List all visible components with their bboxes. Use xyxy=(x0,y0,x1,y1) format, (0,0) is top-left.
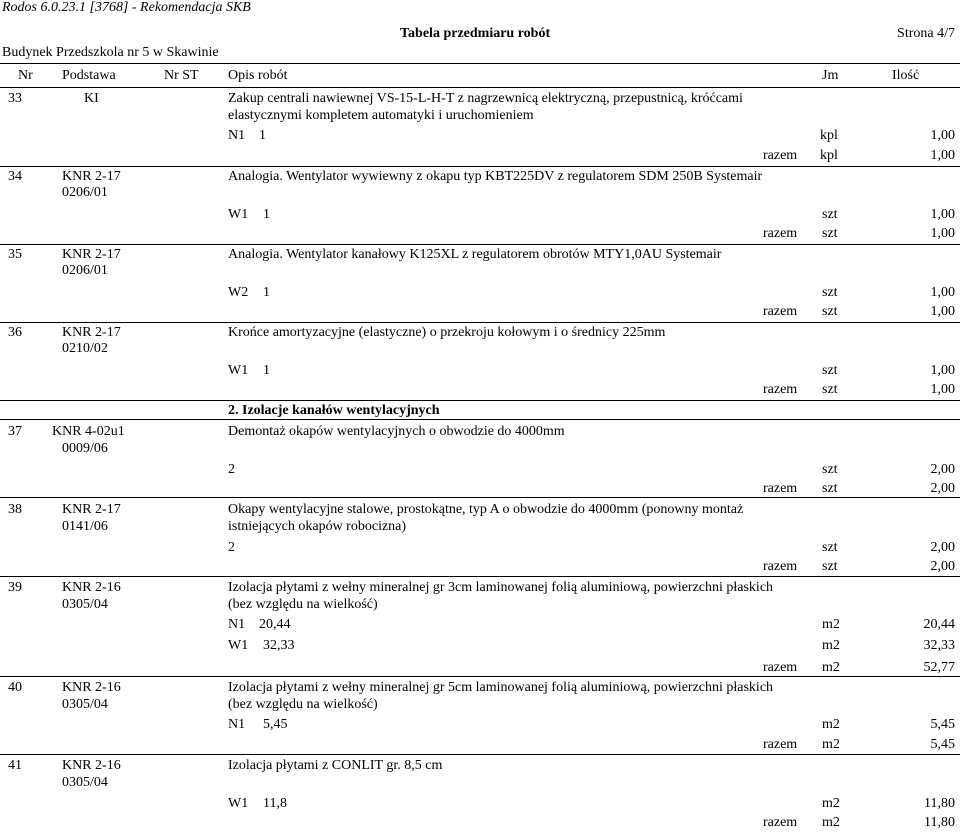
item-nr: 34 xyxy=(8,169,22,184)
measure-qty: 1,00 xyxy=(930,128,955,143)
measure-qty: 1,00 xyxy=(930,207,955,222)
item-basis-subcode: 0305/04 xyxy=(62,775,108,790)
item-description: Izolacja płytami z wełny mineralnej gr 3cm laminowanej folią aluminiową, powierzchni płaskich xyxy=(228,580,774,595)
item-description: Krońce amortyzacyjne (elastyczne) o przekroju kołowym i o średnicy 225mm xyxy=(228,325,666,340)
measure-label: W1 xyxy=(228,207,249,222)
item-basis-code: KNR 2-17 xyxy=(62,325,121,340)
item-description-cont: istniejących okapów robocizna) xyxy=(228,519,407,534)
total-qty: 52,77 xyxy=(923,660,955,675)
total-label: razem xyxy=(763,815,798,830)
measure-label: W2 xyxy=(228,285,249,300)
total-qty: 11,80 xyxy=(924,815,955,830)
total-label: razem xyxy=(763,148,798,163)
row-divider xyxy=(0,576,960,577)
measure-label: W1 xyxy=(228,796,249,811)
total-qty: 1,00 xyxy=(930,382,955,397)
measure-qty: 20,44 xyxy=(923,617,955,632)
row-divider xyxy=(0,676,960,677)
measure-unit: szt xyxy=(822,462,838,477)
item-basis-code: KNR 2-16 xyxy=(62,580,121,595)
total-unit: m2 xyxy=(822,815,840,830)
item-basis-code: KI xyxy=(84,91,99,106)
app-title: Rodos 6.0.23.1 [3768] - Rekomendacja SKB xyxy=(2,0,251,15)
measure-value: 5,45 xyxy=(263,717,288,732)
measure-unit: szt xyxy=(822,207,838,222)
total-qty: 2,00 xyxy=(930,481,955,496)
row-divider xyxy=(0,322,960,323)
measure-label: N1 xyxy=(228,717,246,732)
header-bottom-rule xyxy=(0,87,960,88)
measure-unit: kpl xyxy=(820,128,838,143)
measure-label: 2 xyxy=(228,540,235,555)
item-basis-code: KNR 4-02u1 xyxy=(52,424,125,439)
total-label: razem xyxy=(763,660,798,675)
item-basis-subcode: 0141/06 xyxy=(62,519,108,534)
total-qty: 1,00 xyxy=(930,148,955,163)
col-header-nr: Nr xyxy=(18,68,33,83)
measure-qty: 2,00 xyxy=(930,540,955,555)
total-label: razem xyxy=(763,481,798,496)
col-header-ilosc: Ilość xyxy=(892,68,920,83)
measure-label: W1 xyxy=(228,363,249,378)
measure-qty: 5,45 xyxy=(930,717,955,732)
total-unit: m2 xyxy=(822,737,840,752)
total-unit: szt xyxy=(822,226,838,241)
item-nr: 36 xyxy=(8,325,22,340)
total-qty: 1,00 xyxy=(930,226,955,241)
item-basis-subcode: 0210/02 xyxy=(62,341,108,356)
measure-label: N1 xyxy=(228,617,246,632)
row-divider xyxy=(0,400,960,401)
item-description: Izolacja płytami z wełny mineralnej gr 5cm laminowanej folią aluminiową, powierzchni płaskich xyxy=(228,680,774,695)
item-basis-subcode: 0009/06 xyxy=(62,441,108,456)
item-basis-subcode: 0206/01 xyxy=(62,185,108,200)
item-nr: 37 xyxy=(8,424,22,439)
measure-value: 11,8 xyxy=(263,796,287,811)
total-label: razem xyxy=(763,737,798,752)
measure-value: 1 xyxy=(263,363,270,378)
total-label: razem xyxy=(763,226,798,241)
section-heading: 2. Izolacje kanałów wentylacyjnych xyxy=(228,403,440,418)
col-header-opis: Opis robót xyxy=(228,68,288,83)
col-header-jm: Jm xyxy=(822,68,839,83)
item-basis-code: KNR 2-16 xyxy=(62,680,121,695)
total-qty: 5,45 xyxy=(930,737,955,752)
total-unit: m2 xyxy=(822,660,840,675)
row-divider xyxy=(0,244,960,245)
item-nr: 35 xyxy=(8,247,22,262)
col-header-podstawa: Podstawa xyxy=(62,68,116,83)
item-description: Okapy wentylacyjne stalowe, prostokątne, typ A o obwodzie do 4000mm (ponowny montaż xyxy=(228,502,744,517)
measure-unit: m2 xyxy=(822,796,840,811)
item-nr: 33 xyxy=(8,91,22,106)
item-description: Zakup centrali nawiewnej VS-15-L-H-T z nagrzewnicą elektryczną, przepustnicą, króćcami xyxy=(228,91,743,106)
total-label: razem xyxy=(763,559,798,574)
total-label: razem xyxy=(763,304,798,319)
measure-value: 1 xyxy=(263,285,270,300)
measure-label: 2 xyxy=(228,462,235,477)
row-divider xyxy=(0,497,960,498)
col-header-nr-st: Nr ST xyxy=(164,68,199,83)
item-basis-code: KNR 2-17 xyxy=(62,169,121,184)
total-qty: 2,00 xyxy=(930,559,955,574)
item-description: Izolacja płytami z CONLIT gr. 8,5 cm xyxy=(228,758,443,773)
measure-qty: 1,00 xyxy=(930,285,955,300)
item-description: Analogia. Wentylator wywiewny z okapu typ KBT225DV z regulatorem SDM 250B Systemair xyxy=(228,169,763,184)
item-basis-code: KNR 2-16 xyxy=(62,758,121,773)
measure-value: 1 xyxy=(263,207,270,222)
item-description-cont: (bez względu na wielkość) xyxy=(228,597,378,612)
measure-qty: 11,80 xyxy=(924,796,955,811)
building-name: Budynek Przedszkola nr 5 w Skawinie xyxy=(2,45,219,60)
row-divider xyxy=(0,419,960,420)
measure-value: 1 xyxy=(259,128,266,143)
item-basis-subcode: 0305/04 xyxy=(62,697,108,712)
measure-unit: m2 xyxy=(822,717,840,732)
measure-value: 32,33 xyxy=(263,638,295,653)
item-description: Demontaż okapów wentylacyjnych o obwodzie do 4000mm xyxy=(228,424,565,439)
measure-qty: 2,00 xyxy=(930,462,955,477)
item-nr: 41 xyxy=(8,758,22,773)
total-qty: 1,00 xyxy=(930,304,955,319)
item-nr: 40 xyxy=(8,680,22,695)
item-basis-subcode: 0206/01 xyxy=(62,263,108,278)
measure-qty: 32,33 xyxy=(923,638,955,653)
item-basis-code: KNR 2-17 xyxy=(62,247,121,262)
measure-label: N1 xyxy=(228,128,246,143)
item-nr: 39 xyxy=(8,580,22,595)
item-basis-code: KNR 2-17 xyxy=(62,502,121,517)
measure-unit: szt xyxy=(822,363,838,378)
total-unit: kpl xyxy=(820,148,838,163)
measure-unit: m2 xyxy=(822,638,840,653)
total-unit: szt xyxy=(822,481,838,496)
item-description-cont: (bez względu na wielkość) xyxy=(228,697,378,712)
measure-qty: 1,00 xyxy=(930,363,955,378)
total-label: razem xyxy=(763,382,798,397)
measure-unit: m2 xyxy=(822,617,840,632)
header-top-rule xyxy=(0,63,960,64)
item-nr: 38 xyxy=(8,502,22,517)
measure-unit: szt xyxy=(822,540,838,555)
document-title: Tabela przedmiaru robót xyxy=(400,26,551,41)
item-description: Analogia. Wentylator kanałowy K125XL z regulatorem obrotów MTY1,0AU Systemair xyxy=(228,247,722,262)
row-divider xyxy=(0,166,960,167)
total-unit: szt xyxy=(822,382,838,397)
measure-value: 20,44 xyxy=(259,617,291,632)
page-number: Strona 4/7 xyxy=(897,26,955,41)
measure-label: W1 xyxy=(228,638,249,653)
item-basis-subcode: 0305/04 xyxy=(62,597,108,612)
total-unit: szt xyxy=(822,304,838,319)
row-divider xyxy=(0,754,960,755)
total-unit: szt xyxy=(822,559,838,574)
item-description-cont: elastycznymi kompletem automatyki i uruchomieniem xyxy=(228,108,534,123)
measure-unit: szt xyxy=(822,285,838,300)
